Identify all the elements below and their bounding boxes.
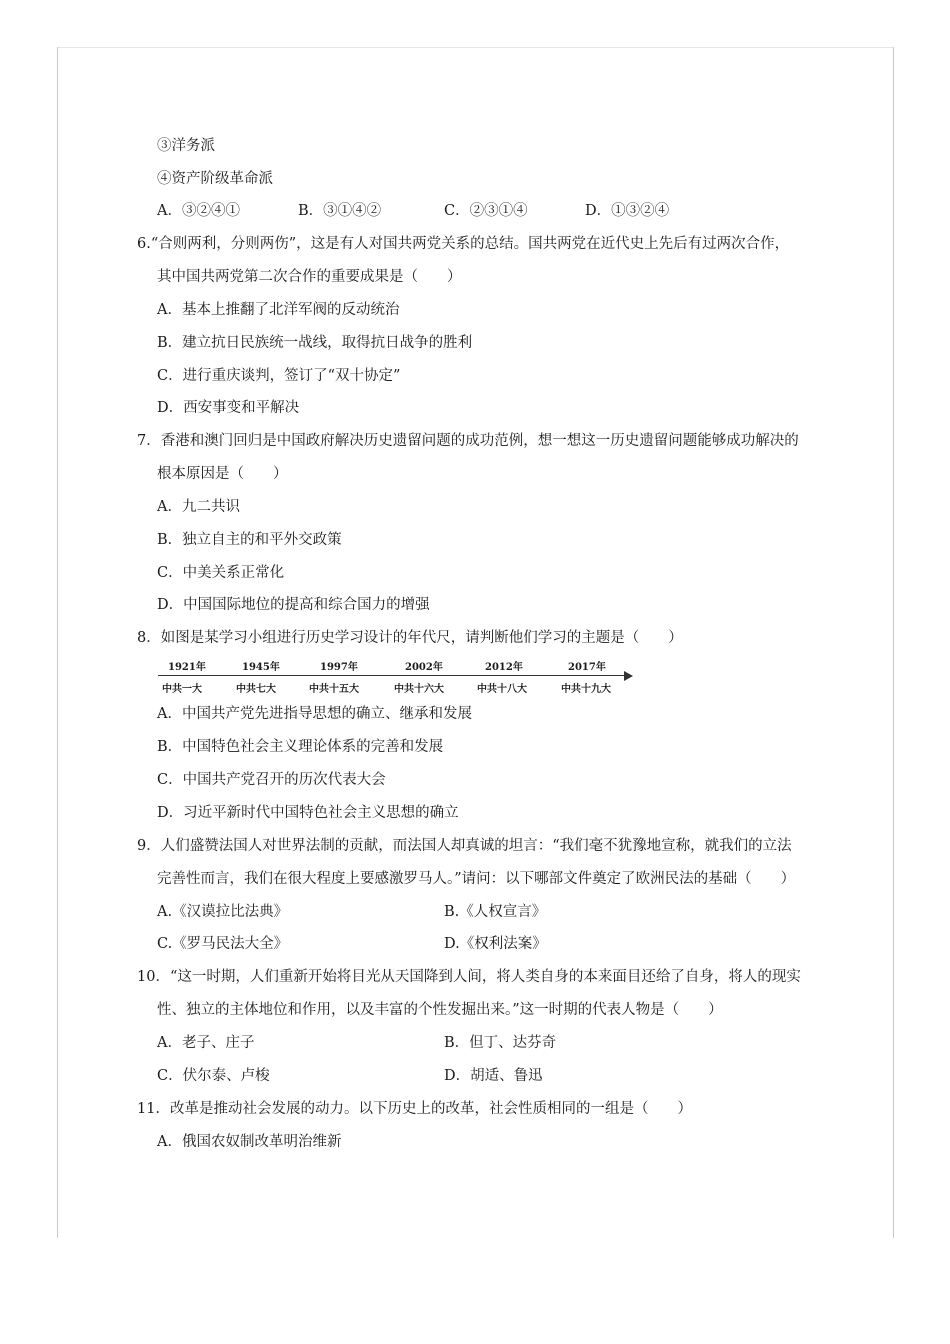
q9-option-a[interactable]: A.《汉谟拉比法典》 [157, 904, 289, 920]
q9-option-c[interactable]: C.《罗马民法大全》 [157, 936, 289, 952]
q9-stem-line1: 9．人们盛赞法国人对世界法制的贡献，而法国人却真诚的坦言：“我们毫不犹豫地宣称，就我们的立法 [137, 838, 792, 854]
timeline-year: 2012年 [485, 662, 523, 673]
q8-option-a[interactable]: A．中国共产党先进指导思想的确立、继承和发展 [157, 706, 472, 722]
q10-options-row2 [157, 1066, 657, 1086]
q10-option-b[interactable]: B．但丁、达芬奇 [444, 1035, 557, 1051]
q6-stem-line2: 其中国共两党第二次合作的重要成果是（ ） [157, 269, 462, 285]
q7-option-a[interactable]: A．九二共识 [157, 499, 240, 515]
q10-option-a[interactable]: A．老子、庄子 [157, 1035, 255, 1051]
timeline-label: 中共十八大 [477, 684, 527, 695]
q7-option-b[interactable]: B．独立自主的和平外交政策 [157, 532, 342, 548]
q5-option-a[interactable]: A．③②④① [157, 203, 240, 219]
q10-option-d[interactable]: D．胡适、鲁迅 [444, 1068, 543, 1084]
q11-stem: 11．改革是推动社会发展的动力。以下历史上的改革，社会性质相同的一组是（ ） [137, 1101, 692, 1117]
list-item: ④资产阶级革命派 [157, 171, 273, 187]
q10-stem-line1: 10．“这一时期，人们重新开始将目光从天国降到人间，将人类自身的本来面目还给了自身，将人的现实 [137, 969, 801, 985]
q11-option-a[interactable]: A．俄国农奴制改革明治维新 [157, 1134, 342, 1150]
timeline-label: 中共十九大 [561, 684, 611, 695]
timeline-label: 中共七大 [236, 684, 276, 695]
q7-stem-line1: 7．香港和澳门回归是中国政府解决历史遗留问题的成功范例，想一想这一历史遗留问题能够成功解决的 [137, 433, 799, 449]
arrow-right-icon [624, 671, 633, 681]
q10-option-c[interactable]: C．伏尔泰、卢梭 [157, 1068, 270, 1084]
q8-option-c[interactable]: C．中国共产党召开的历次代表大会 [157, 772, 386, 788]
q6-option-c[interactable]: C．进行重庆谈判，签订了“双十协定” [157, 368, 401, 384]
timeline-figure [158, 656, 638, 698]
q5-option-d[interactable]: D．①③②④ [585, 203, 670, 219]
q6-stem-line1: 6.“合则两利，分则两伤”，这是有人对国共两党关系的总结。国共两党在近代史上先后有过两次合作， [137, 236, 790, 252]
list-item: ③洋务派 [157, 138, 215, 154]
q9-options-row1 [157, 902, 657, 922]
q9-option-d[interactable]: D.《权利法案》 [444, 936, 547, 952]
q9-stem-line2: 完善性而言，我们在很大程度上要感激罗马人。”请问：以下哪部文件奠定了欧洲民法的基础（ ） [157, 871, 796, 887]
q9-option-b[interactable]: B.《人权宣言》 [444, 904, 547, 920]
timeline-year: 2017年 [568, 662, 606, 673]
q6-option-d[interactable]: D．西安事变和平解决 [157, 400, 300, 416]
q8-option-d[interactable]: D．习近平新时代中国特色社会主义思想的确立 [157, 805, 459, 821]
timeline-label: 中共一大 [162, 684, 202, 695]
timeline-year: 1997年 [320, 662, 358, 673]
q10-options-row1 [157, 1033, 657, 1053]
q7-option-c[interactable]: C．中美关系正常化 [157, 565, 285, 581]
timeline-label: 中共十六大 [394, 684, 444, 695]
timeline-year: 2002年 [405, 662, 443, 673]
timeline-year: 1921年 [168, 662, 206, 673]
q5-option-c[interactable]: C．②③①④ [444, 203, 528, 219]
q9-options-row2 [157, 934, 657, 954]
q5-option-b[interactable]: B．③①④② [298, 203, 382, 219]
q10-stem-line2: 性、独立的主体地位和作用，以及丰富的个性发掘出来。”这一时期的代表人物是（ ） [157, 1002, 723, 1018]
q7-stem-line2: 根本原因是（ ） [157, 466, 288, 482]
timeline-axis [158, 675, 626, 676]
q6-option-b[interactable]: B．建立抗日民族统一战线，取得抗日战争的胜利 [157, 335, 473, 351]
q8-stem: 8．如图是某学习小组进行历史学习设计的年代尺，请判断他们学习的主题是（ ） [137, 630, 683, 646]
timeline-label: 中共十五大 [309, 684, 359, 695]
q5-options [157, 201, 717, 221]
q7-option-d[interactable]: D．中国国际地位的提高和综合国力的增强 [157, 597, 430, 613]
q6-option-a[interactable]: A．基本上推翻了北洋军阀的反动统治 [157, 302, 400, 318]
timeline-year: 1945年 [242, 662, 280, 673]
q8-option-b[interactable]: B．中国特色社会主义理论体系的完善和发展 [157, 739, 444, 755]
